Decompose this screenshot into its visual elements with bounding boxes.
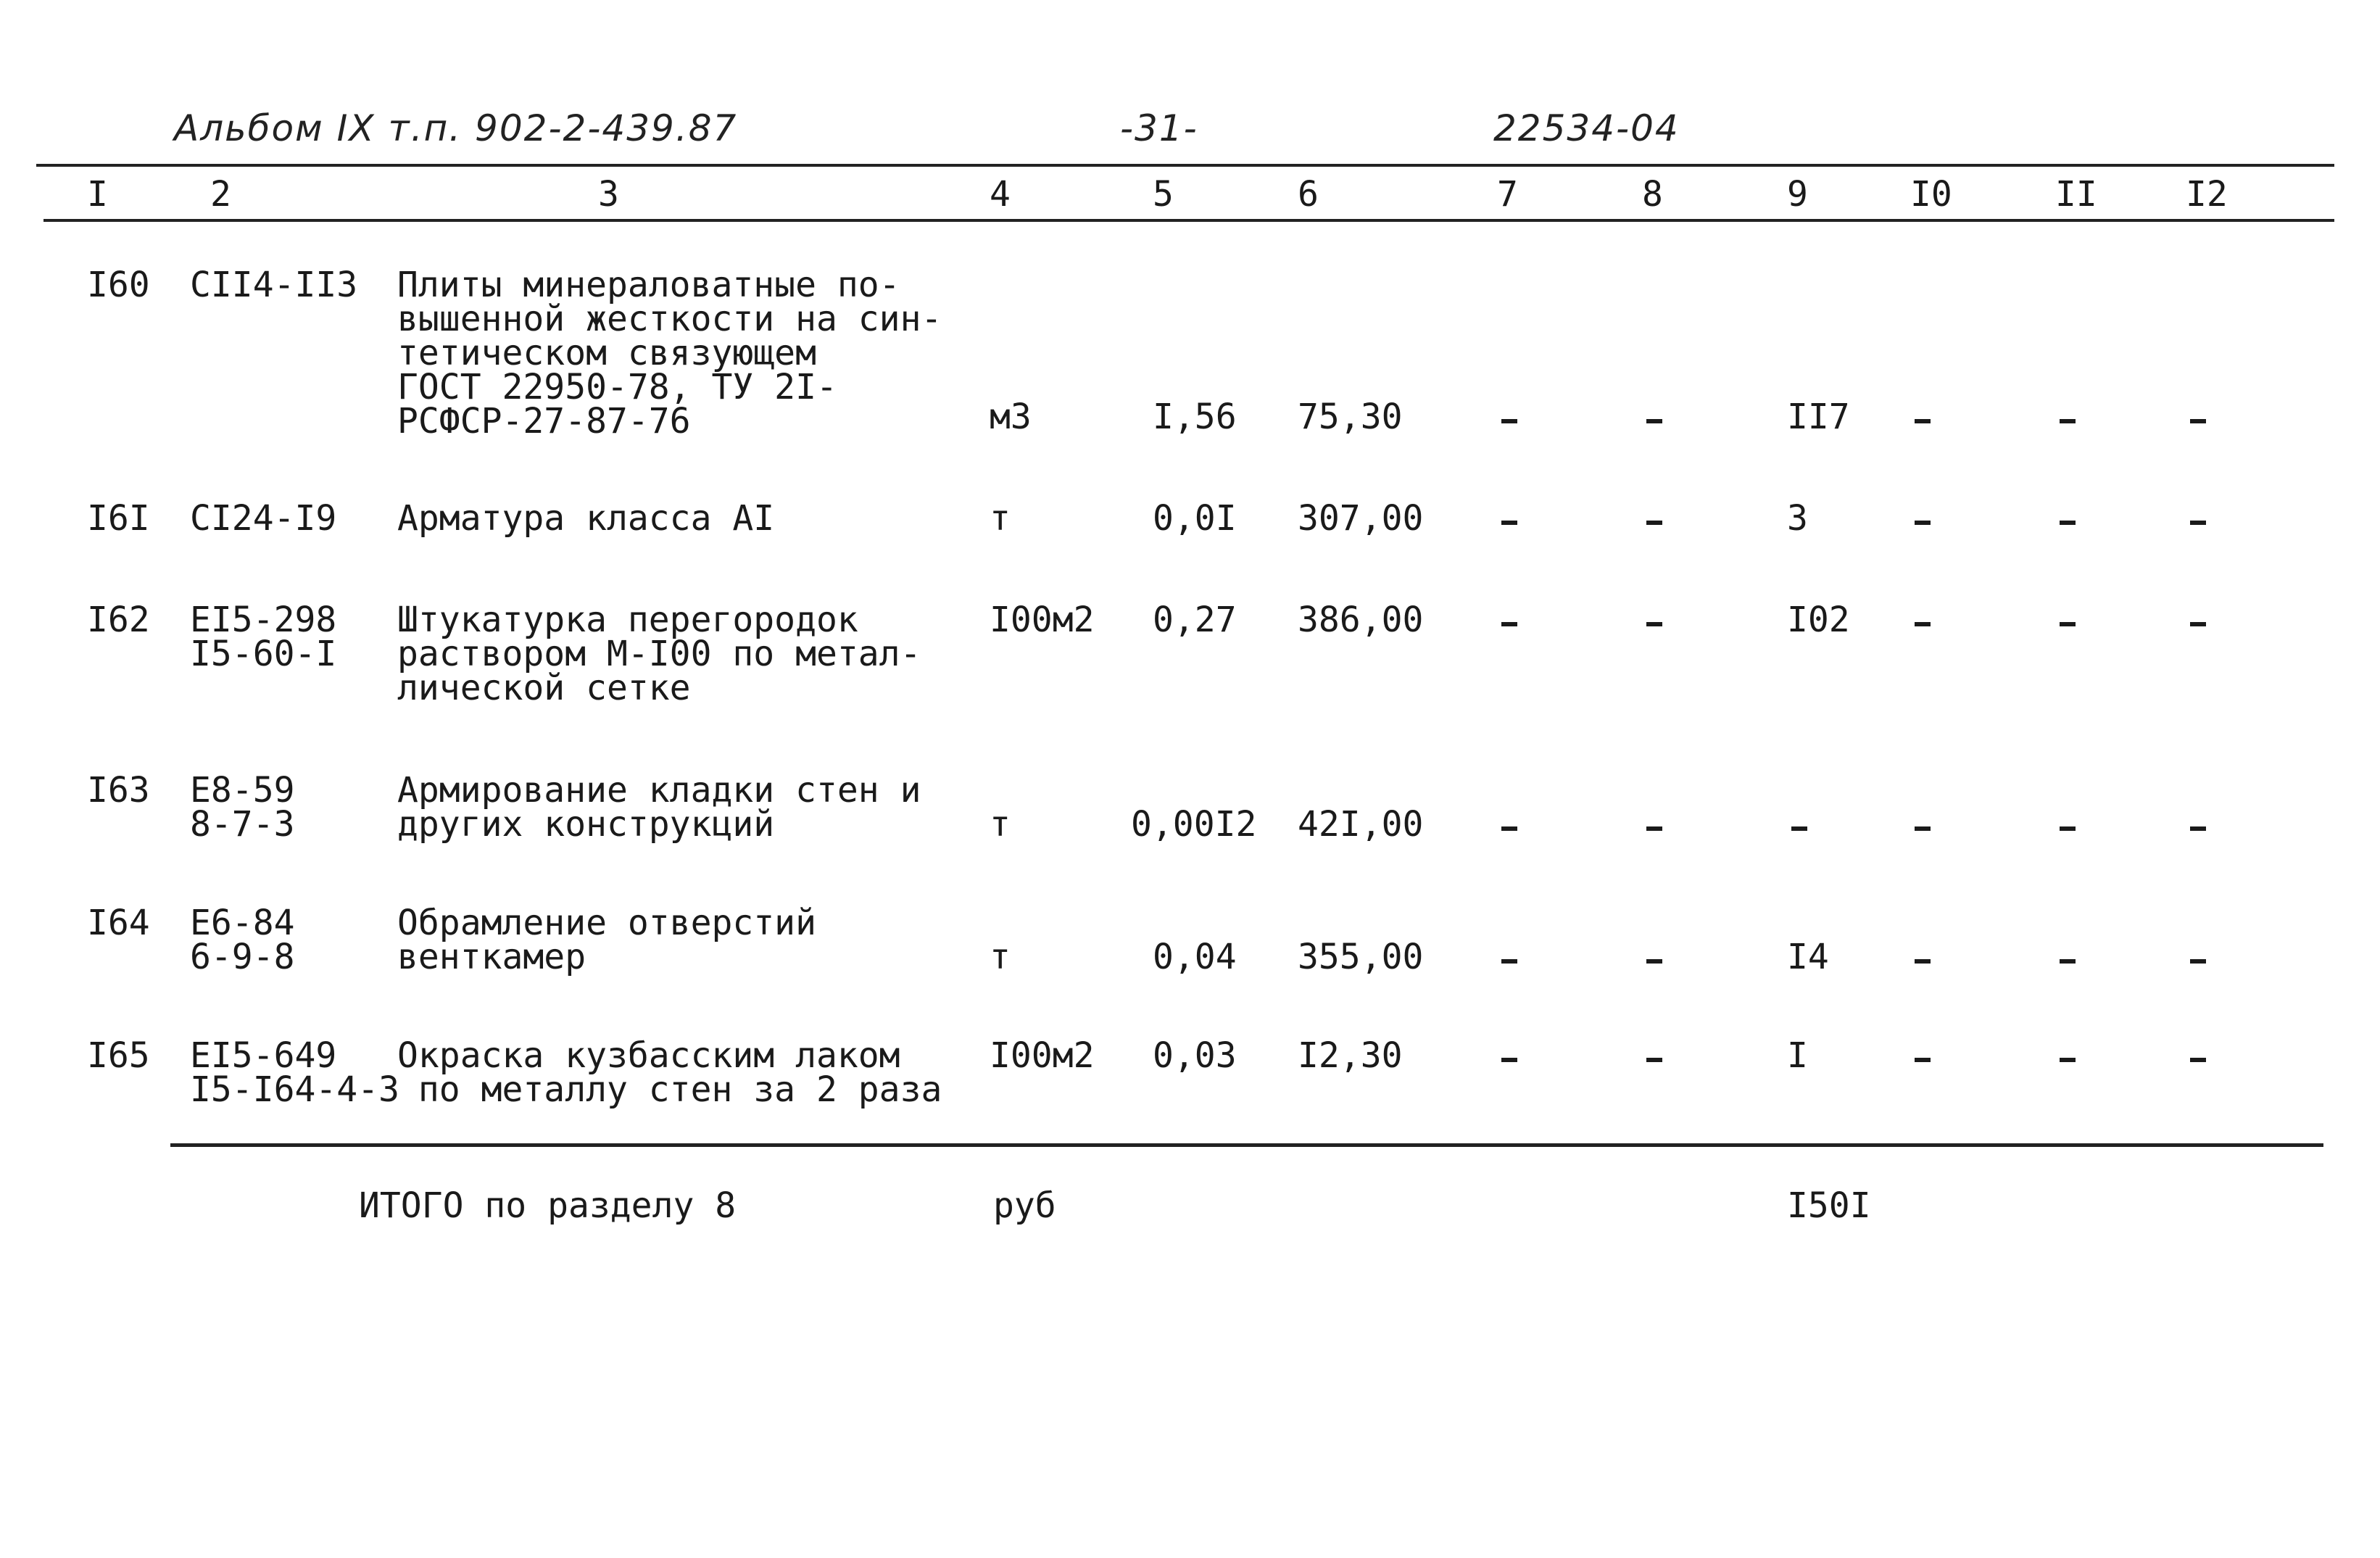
- dash-c10: [1915, 1058, 1931, 1062]
- column-number: I: [87, 174, 108, 215]
- row-price: 42I,00: [1298, 804, 1424, 845]
- total-label: ИТОГО по разделу 8: [359, 1185, 737, 1226]
- row-value-c9: I: [1787, 1035, 1808, 1076]
- row-description: Арматура класса AI: [397, 498, 775, 539]
- column-number: I0: [1910, 174, 1952, 215]
- row-number: I65: [87, 1035, 150, 1076]
- dash-c7: [1501, 622, 1517, 626]
- header-rule: [43, 219, 2334, 222]
- row-quantity: 0,03: [1153, 1035, 1237, 1076]
- row-quantity: 0,0I: [1153, 498, 1237, 539]
- row-description: Обрамление отверстий венткамер: [397, 903, 816, 977]
- row-value-c9: II7: [1787, 397, 1850, 437]
- row-number: I6I: [87, 498, 150, 539]
- dash-c7: [1501, 1058, 1517, 1062]
- column-number: 5: [1153, 174, 1174, 215]
- row-unit: т: [990, 937, 1011, 977]
- row-unit: м3: [990, 397, 1032, 437]
- row-value-c9: I4: [1787, 937, 1829, 977]
- dash-c8: [1646, 622, 1662, 626]
- row-quantity: 0,04: [1153, 937, 1237, 977]
- row-description: Плиты минераловатные по- вышенной жесткости на син- тетическом связующем ГОСТ 22950-78, ТУ 2I- РСФСР-27-87-76: [397, 265, 942, 442]
- dash-c12: [2190, 419, 2206, 423]
- row-price: 355,00: [1298, 937, 1424, 977]
- column-number: 9: [1787, 174, 1808, 215]
- dash-c11: [2060, 419, 2076, 423]
- row-number: I60: [87, 265, 150, 305]
- dash-c11: [2060, 1058, 2076, 1062]
- column-number: 8: [1642, 174, 1663, 215]
- dash-c8: [1646, 419, 1662, 423]
- dash-c7: [1501, 521, 1517, 525]
- dash-c9: [1791, 826, 1807, 831]
- dash-c7: [1501, 419, 1517, 423]
- row-number: I64: [87, 903, 150, 943]
- row-description: Штукатурка перегородок раствором М-I00 по метал- лической сетке: [397, 600, 921, 708]
- row-price: 307,00: [1298, 498, 1424, 539]
- dash-c11: [2060, 826, 2076, 831]
- row-unit: I00м2: [990, 1035, 1095, 1076]
- row-value-c9: 3: [1787, 498, 1808, 539]
- row-code: CI24-I9: [190, 498, 337, 539]
- dash-c11: [2060, 622, 2076, 626]
- dash-c12: [2190, 826, 2206, 831]
- dash-c8: [1646, 959, 1662, 964]
- row-code: EI5-649 I5-I64-4-3: [190, 1035, 399, 1110]
- column-number: II: [2055, 174, 2097, 215]
- dash-c10: [1915, 521, 1931, 525]
- dash-c12: [2190, 622, 2206, 626]
- row-quantity: 0,00I2: [1131, 804, 1257, 845]
- dash-c8: [1646, 826, 1662, 831]
- row-code: E6-84 6-9-8: [190, 903, 295, 977]
- row-unit: I00м2: [990, 600, 1095, 640]
- total-value: I50I: [1787, 1185, 1871, 1226]
- row-quantity: I,56: [1153, 397, 1237, 437]
- row-code: CII4-II3: [190, 265, 358, 305]
- row-price: 75,30: [1298, 397, 1403, 437]
- column-number: 2: [210, 174, 231, 215]
- album-reference: Альбом IX т.п. 902-2-439.87: [174, 107, 738, 149]
- dash-c12: [2190, 959, 2206, 964]
- row-unit: т: [990, 804, 1011, 845]
- dash-c8: [1646, 1058, 1662, 1062]
- dash-c11: [2060, 521, 2076, 525]
- total-unit: руб: [993, 1185, 1056, 1226]
- page-number: -31-: [1120, 107, 1198, 149]
- top-rule: [36, 164, 2334, 167]
- bottom-rule: [170, 1143, 2323, 1147]
- row-value-c9: I02: [1787, 600, 1850, 640]
- dash-c12: [2190, 521, 2206, 525]
- column-number: 4: [990, 174, 1011, 215]
- row-code: E8-59 8-7-3: [190, 770, 295, 845]
- row-price: I2,30: [1298, 1035, 1403, 1076]
- column-number: I2: [2186, 174, 2228, 215]
- column-number: 3: [598, 174, 619, 215]
- dash-c10: [1915, 826, 1931, 831]
- row-unit: т: [990, 498, 1011, 539]
- dash-c7: [1501, 959, 1517, 964]
- row-description: Армирование кладки стен и других конструкций: [397, 770, 921, 845]
- dash-c11: [2060, 959, 2076, 964]
- dash-c10: [1915, 622, 1931, 626]
- row-number: I63: [87, 770, 150, 811]
- dash-c8: [1646, 521, 1662, 525]
- dash-c12: [2190, 1058, 2206, 1062]
- dash-c7: [1501, 826, 1517, 831]
- dash-c10: [1915, 959, 1931, 964]
- row-quantity: 0,27: [1153, 600, 1237, 640]
- row-code: EI5-298 I5-60-I: [190, 600, 337, 674]
- column-number: 7: [1497, 174, 1518, 215]
- document-code: 22534-04: [1493, 107, 1680, 149]
- column-number: 6: [1298, 174, 1319, 215]
- row-number: I62: [87, 600, 150, 640]
- row-description: Окраска кузбасским лаком по металлу стен за 2 раза: [397, 1035, 942, 1110]
- dash-c10: [1915, 419, 1931, 423]
- row-price: 386,00: [1298, 600, 1424, 640]
